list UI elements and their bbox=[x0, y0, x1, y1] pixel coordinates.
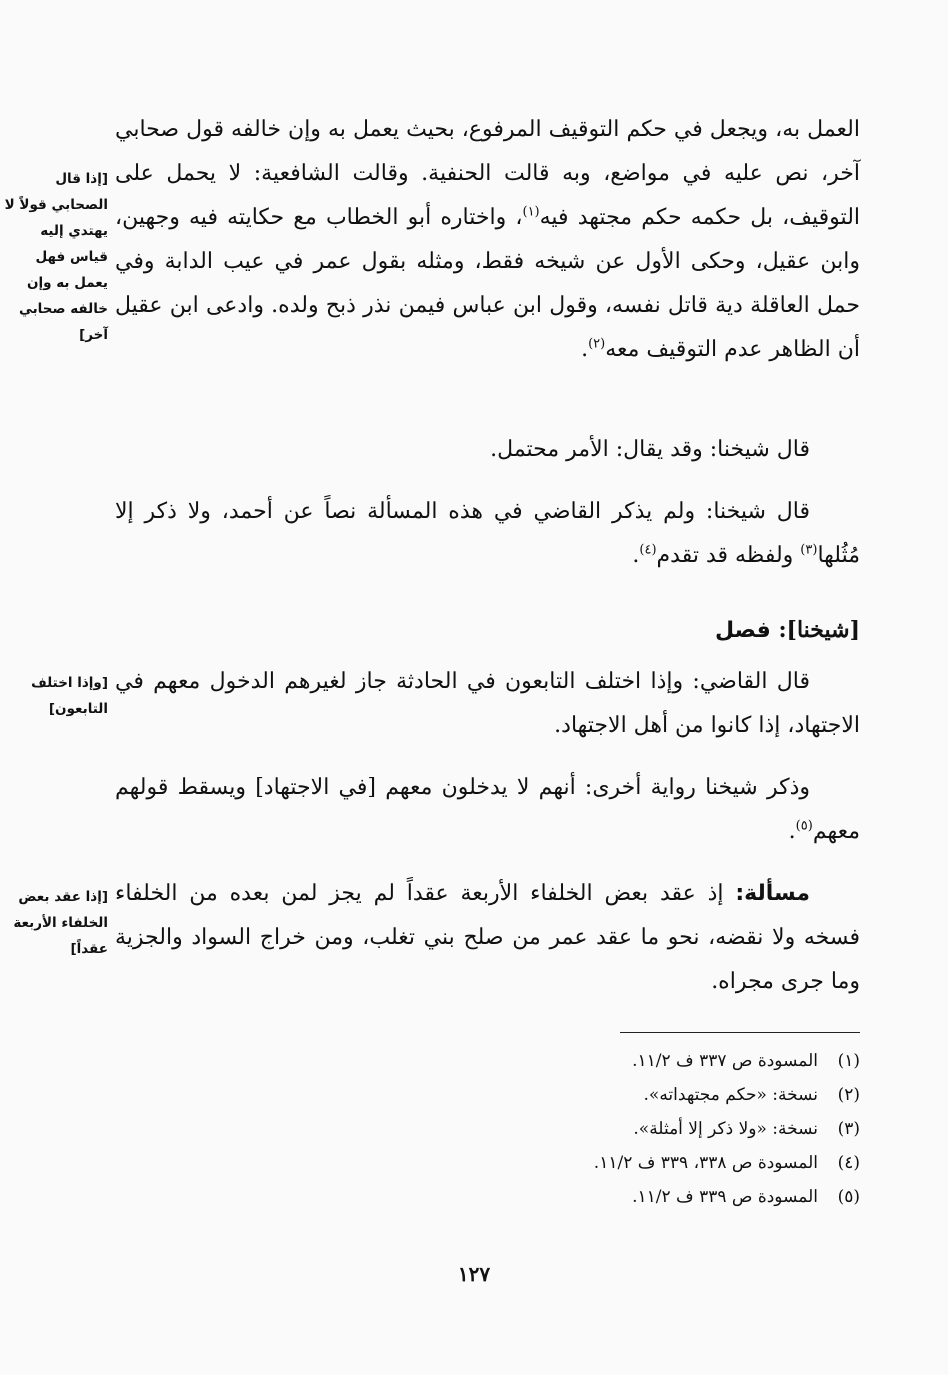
paragraph-qadi-mention bbox=[115, 490, 860, 578]
footnote-2 bbox=[400, 1078, 860, 1112]
paragraph-other-narration bbox=[115, 766, 860, 854]
page-number: ١٢٧ bbox=[457, 1262, 491, 1286]
footnote-number: (١) bbox=[837, 1051, 860, 1071]
paragraph-text: قال القاضي: وإذا اختلف التابعون في الحادثة جاز لغيرهم الدخول معهم في الاجتهاد، إذا كانوا من أهل الاجتهاد. bbox=[115, 669, 860, 738]
paragraph-text: ، واختاره أبو الخطاب مع حكايته فيه وجهين، وابن عقيل، وحكى الأول عن شيخه فقط، ومثله بقول عمر في عيب الدابة وفي حمل العاقلة دية قاتل نفسه، وقول ابن عباس فيمن نذر ذبح ولده. وادعى ابن عقيل أن الظاهر عدم التوقيف معه bbox=[115, 205, 860, 362]
footnotes bbox=[400, 1044, 860, 1214]
footnote-1 bbox=[400, 1044, 860, 1078]
margin-note-khulafa: [إذا عقد بعض الخلفاء الأربعة عقداً] bbox=[13, 889, 108, 957]
paragraph-text: . bbox=[632, 543, 640, 568]
footnote-number: (٣) bbox=[837, 1119, 860, 1139]
paragraph-text: وذكر شيخنا رواية أخرى: أنهم لا يدخلون معهم [في الاجتهاد] ويسقط قولهم معهم bbox=[115, 775, 860, 844]
paragraph-text: إذ عقد بعض الخلفاء الأربعة عقداً لم يجز لمن بعده من الخلفاء فسخه ولا نقضه، نحو ما عقد عمر من صلح بني تغلب، ومن خراج السواد والجزية وما جرى مجراه. bbox=[115, 881, 860, 994]
footnote-3 bbox=[400, 1112, 860, 1146]
footnote-number: (٥) bbox=[837, 1187, 860, 1207]
paragraph-text: العمل به، ويجعل في حكم التوقيف المرفوع، بحيث يعمل به وإن خالفه قول صحابي آخر، نص عليه في مواضع، وبه قالت الحنفية. وقالت الشافعية: لا يحمل على التوقيف، بل حكمه حكم مجتهد فيه bbox=[115, 117, 861, 230]
footnote-4 bbox=[400, 1146, 860, 1180]
paragraph-tabiun bbox=[115, 660, 860, 748]
footnote-text: المسودة ص ٣٣٨، ٣٣٩ ف ١١/٢. bbox=[593, 1153, 818, 1173]
heading-word: فصل bbox=[715, 618, 771, 643]
footnote-divider bbox=[620, 1032, 860, 1033]
footnote-ref-5[interactable]: (٥) bbox=[795, 818, 813, 834]
paragraph-text: . bbox=[581, 337, 589, 362]
paragraph-text: قال شيخنا: وقد يقال: الأمر محتمل. bbox=[490, 437, 810, 462]
paragraph-text: قال شيخنا: ولم يذكر القاضي في هذه المسألة نصاً عن أحمد، ولا ذكر إلا مُثُلها bbox=[115, 499, 860, 568]
margin-note-sahabi: [إذا قال الصحابي قولاً لا يهتدي إليه قياس فهل يعمل به وإن خالفه صحابي آخر] bbox=[4, 171, 108, 343]
footnote-number: (٢) bbox=[837, 1085, 860, 1105]
footnote-text: المسودة ص ٣٣٧ ف ١١/٢. bbox=[632, 1051, 818, 1071]
footnote-ref-2[interactable]: (٢) bbox=[588, 336, 606, 352]
margin-note-tabiun: [وإذا اختلف التابعون] bbox=[31, 675, 108, 717]
masala-label: مسألة: bbox=[735, 881, 810, 906]
paragraph-shaykh-saying bbox=[115, 428, 860, 472]
footnote-text: نسخة: «ولا ذكر إلا أمثلة». bbox=[633, 1119, 818, 1139]
footnote-number: (٤) bbox=[837, 1153, 860, 1173]
footnote-ref-4[interactable]: (٤) bbox=[639, 542, 657, 558]
heading-prefix: [شيخنا]: bbox=[778, 617, 860, 643]
section-heading bbox=[115, 608, 860, 653]
paragraph-text: . bbox=[788, 819, 796, 844]
paragraph-masala bbox=[115, 872, 860, 1004]
footnote-ref-3[interactable]: (٣) bbox=[800, 542, 818, 558]
footnote-ref-1[interactable]: (١) bbox=[522, 204, 540, 220]
footnote-text: المسودة ص ٣٣٩ ف ١١/٢. bbox=[632, 1187, 818, 1207]
footnote-5 bbox=[400, 1180, 860, 1214]
footnote-text: نسخة: «حكم مجتهداته». bbox=[643, 1085, 818, 1105]
paragraph-sahabi-opinion bbox=[115, 108, 860, 372]
paragraph-text: ولفظه قد تقدم bbox=[656, 543, 801, 568]
